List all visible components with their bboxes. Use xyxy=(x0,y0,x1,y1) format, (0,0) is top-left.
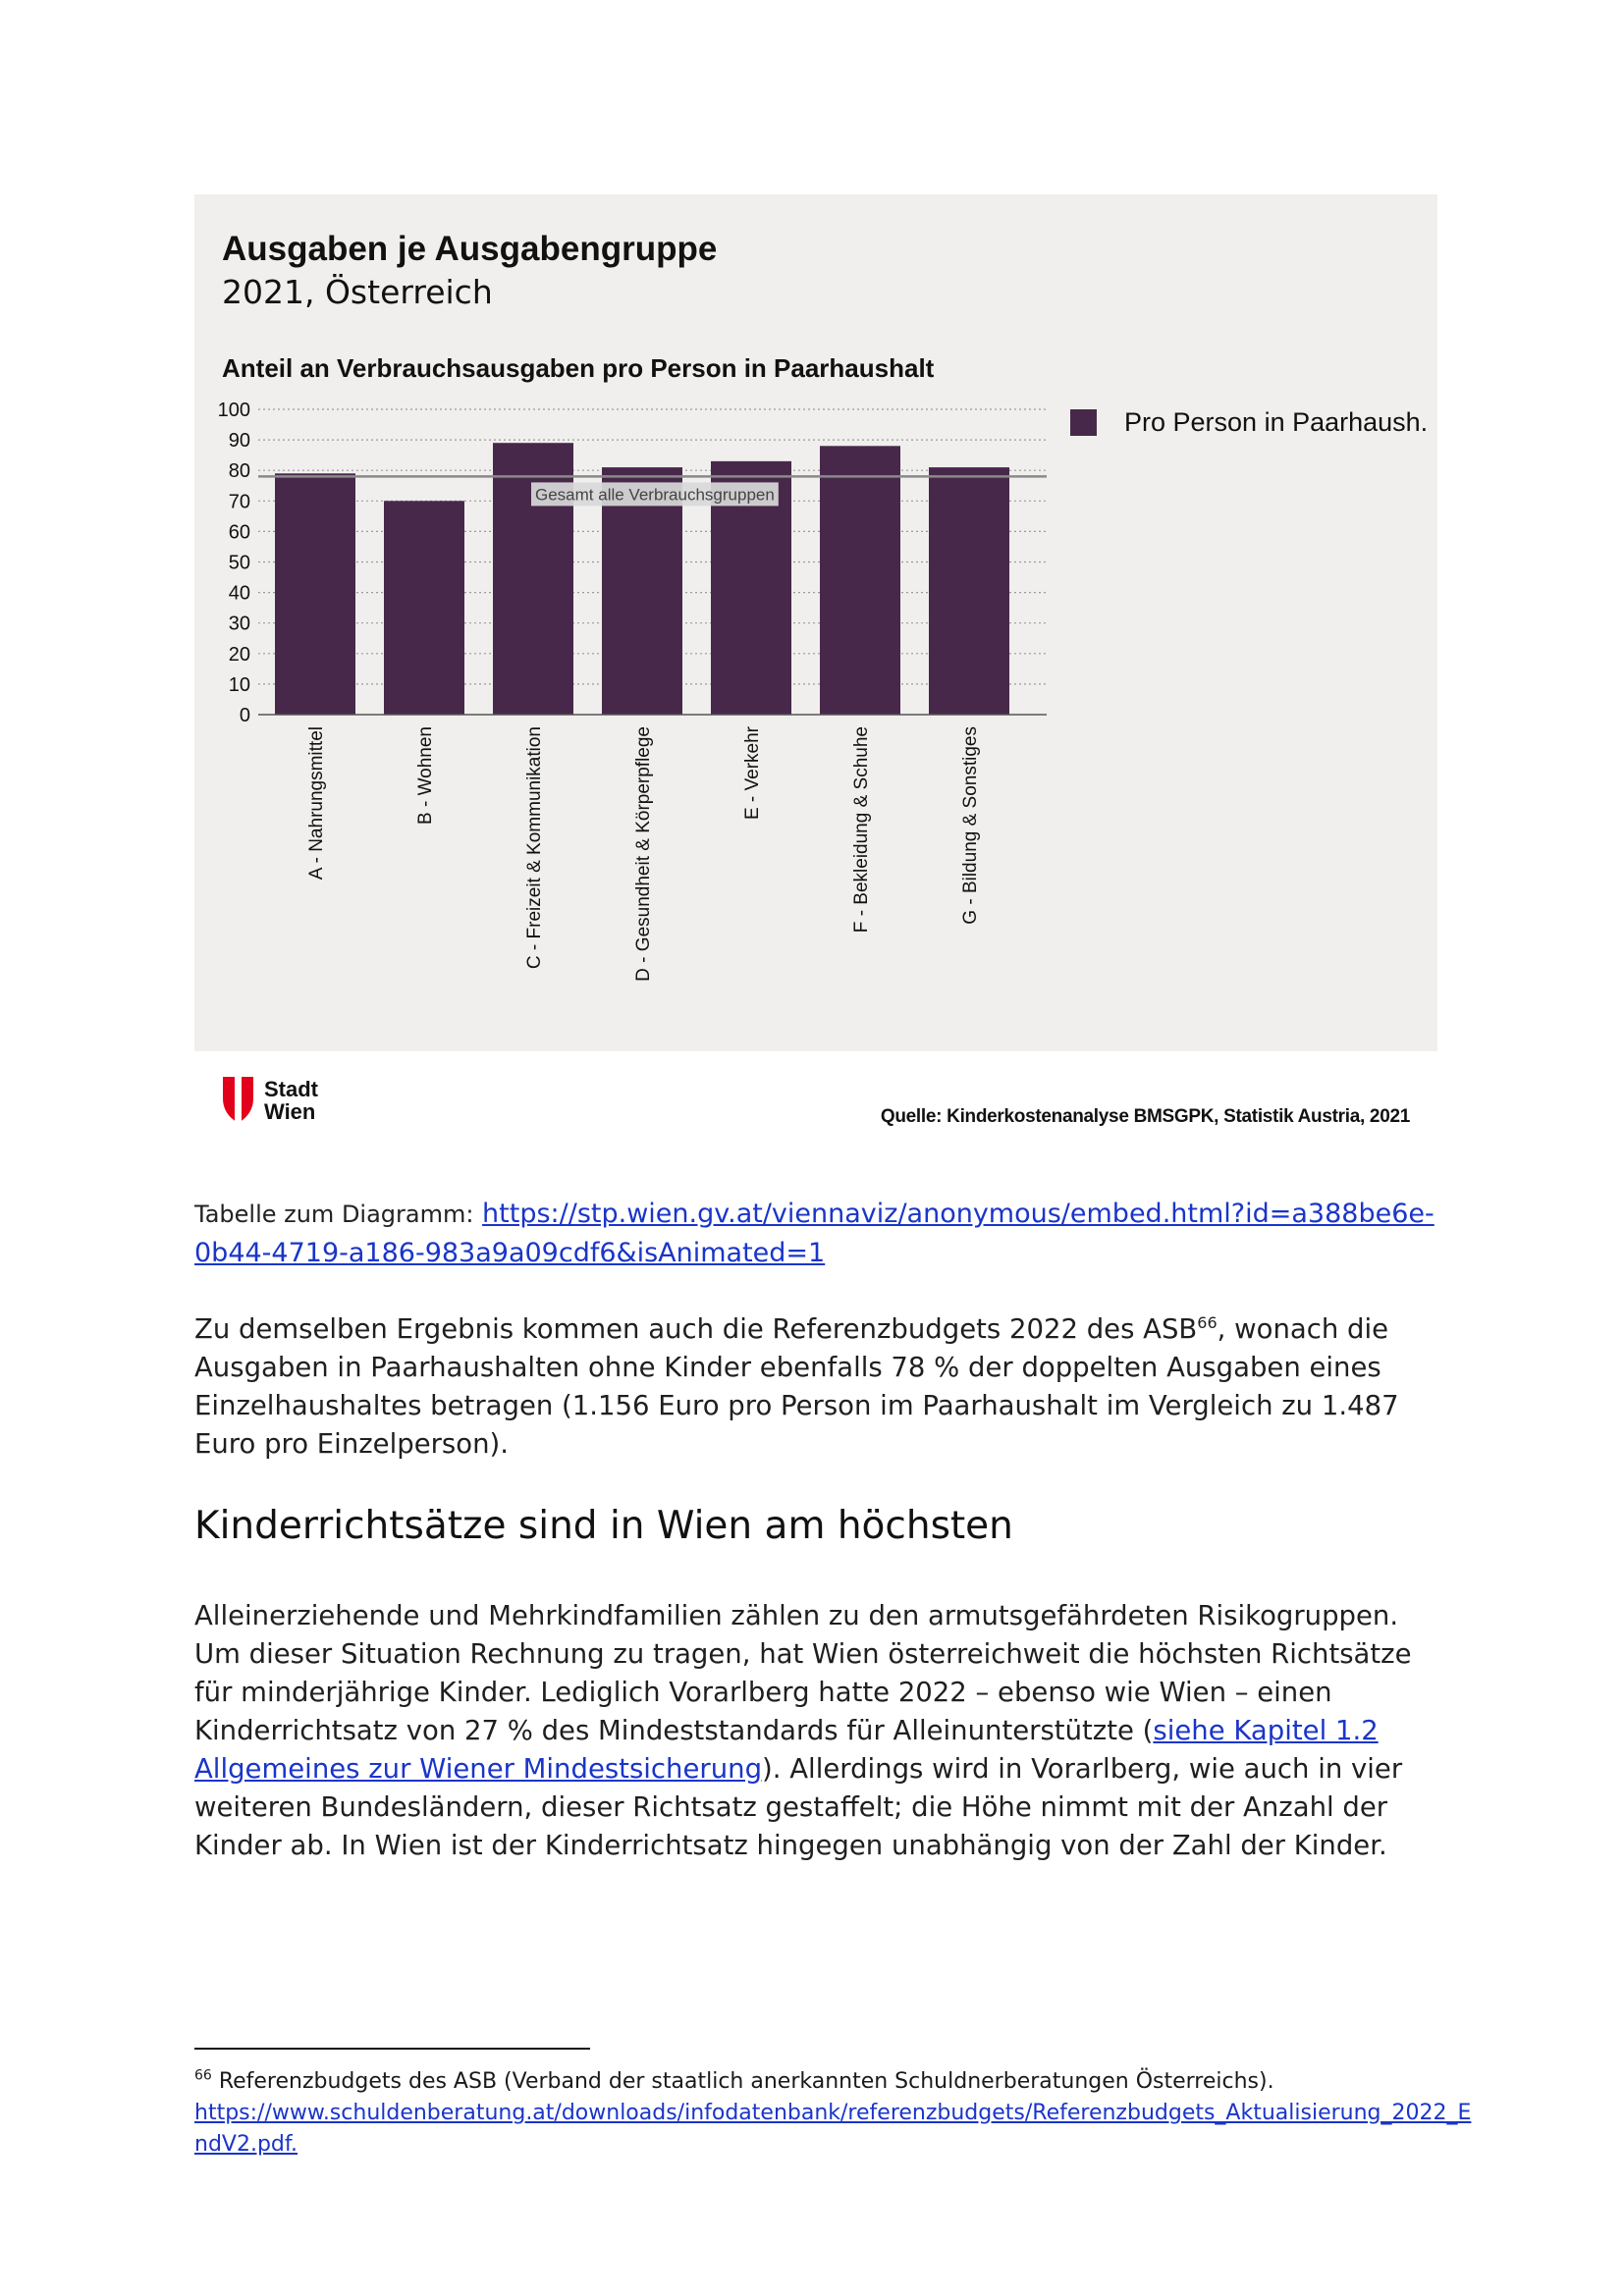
paragraph-referenzbudgets xyxy=(194,1310,1446,1464)
chapter-link[interactable]: siehe Kapitel 1.2 Allgemeines zur Wiener Mindestsicherung xyxy=(194,1715,1379,1785)
plot-title: Anteil an Verbrauchsausgaben pro Person in Paarhaushalt xyxy=(222,353,935,383)
y-tick-label: 30 xyxy=(228,613,250,635)
x-tick-label: G - Bildung & Sonstiges xyxy=(960,726,981,925)
bar xyxy=(275,473,355,715)
footnote-divider xyxy=(194,2048,590,2050)
bar-chart xyxy=(194,194,1437,1051)
chart-title: Ausgaben je Ausgabengruppe xyxy=(222,230,718,268)
y-tick-label: 0 xyxy=(239,705,250,726)
chart-subtitle: 2021, Österreich xyxy=(222,273,493,311)
chart-legend xyxy=(1070,407,1428,438)
bar xyxy=(820,446,900,715)
section-heading: Kinderrichtsätze sind in Wien am höchsten xyxy=(194,1504,1013,1548)
table-ref-label: Tabelle zum Diagramm: xyxy=(194,1201,474,1228)
footnote-link-line1[interactable]: https://www.schuldenberatung.at/downloads/infodatenbank/referenzbudgets/Referenzbudgets_Aktualisierung_2022_E xyxy=(194,2101,1472,2125)
x-tick-label: A - Nahrungsmittel xyxy=(306,726,327,881)
table-ref-link-line2[interactable]: 0b44-4719-a186-983a9a09cdf6&isAnimated=1 xyxy=(194,1238,826,1268)
wien-shield-icon xyxy=(223,1077,253,1123)
footnote-number: 66 xyxy=(194,2067,212,2084)
legend-label: Pro Person in Paarhaush. xyxy=(1124,407,1429,437)
x-tick-label: E - Verkehr xyxy=(742,726,763,821)
paragraph-kinderrichtsaetze xyxy=(194,1597,1446,1865)
x-tick-label: C - Freizeit & Kommunikation xyxy=(524,726,545,970)
bar xyxy=(384,501,464,715)
footnote-66 xyxy=(194,2066,1472,2161)
x-tick-label: F - Bekleidung & Schuhe xyxy=(851,726,872,934)
stadt-wien-logo xyxy=(223,1077,318,1123)
legend-swatch xyxy=(1070,409,1097,436)
x-tick-label: B - Wohnen xyxy=(415,726,436,825)
footnote-ref-66[interactable]: 66 xyxy=(1197,1312,1218,1332)
para2-text-b: ). Allerdings wird in Vorarlberg, wie auch in vier weiteren Bundesländern, dieser Richtsatz gestaffelt; die Höhe nimmt mit der Anzahl der Kinder ab. In Wien ist der Kinderrichtsatz hingegen unabhängig von der Zahl der Kinder. xyxy=(194,1753,1403,1861)
para2-text-a: Alleinerziehende und Mehrkindfamilien zählen zu den armutsgefährdeten Risikogruppen. Um dieser Situation Rechnung zu tragen, hat Wien österreichweit die höchsten Richtsätze für minderjährige Kinder. Lediglich Vorarlberg hatte 2022 – ebenso wie Wien – einen Kinderrichtsatz von 27 % des Mindeststandards für Alleinunterstützte ( xyxy=(194,1600,1412,1746)
logo-text xyxy=(264,1078,318,1123)
table-ref-link-line1[interactable]: https://stp.wien.gv.at/viennaviz/anonymous/embed.html?id=a388be6e- xyxy=(482,1199,1435,1229)
y-tick-label: 80 xyxy=(228,460,250,483)
chart-source: Quelle: Kinderkostenanalyse BMSGPK, Statistik Austria, 2021 xyxy=(880,1106,1410,1127)
reference-line-label: Gesamt alle Verbrauchsgruppen xyxy=(535,485,775,505)
y-tick-label: 10 xyxy=(228,673,250,696)
logo-line-wien: Wien xyxy=(264,1098,316,1124)
y-tick-label: 70 xyxy=(228,491,250,513)
footnote-link-line2[interactable]: ndV2.pdf. xyxy=(194,2132,298,2157)
y-tick-label: 100 xyxy=(217,400,250,421)
footnote-text: Referenzbudgets des ASB (Verband der staatlich anerkannten Schuldnerberatungen Österreichs). xyxy=(211,2069,1274,2094)
logo-line-stadt: Stadt xyxy=(264,1076,318,1101)
y-tick-label: 20 xyxy=(228,643,250,666)
para1-text-b: , wonach die Ausgaben in Paarhaushalten ohne Kinder ebenfalls 78 % der doppelten Ausgaben eines Einzelhaushaltes betragen (1.156 Euro pro Person im Paarhaushalt im Vergleich zu 1.487 Euro pro Einzelperson). xyxy=(194,1313,1399,1460)
y-tick-label: 60 xyxy=(228,521,250,544)
x-tick-label: D - Gesundheit & Körperpflege xyxy=(633,726,654,982)
y-tick-label: 50 xyxy=(228,552,250,574)
table-reference xyxy=(194,1195,1441,1272)
y-tick-label: 40 xyxy=(228,582,250,605)
para1-text-a: Zu demselben Ergebnis kommen auch die Referenzbudgets 2022 des ASB xyxy=(194,1313,1198,1345)
chart-panel xyxy=(194,194,1437,1051)
bar xyxy=(929,467,1009,715)
y-tick-label: 90 xyxy=(228,430,250,453)
